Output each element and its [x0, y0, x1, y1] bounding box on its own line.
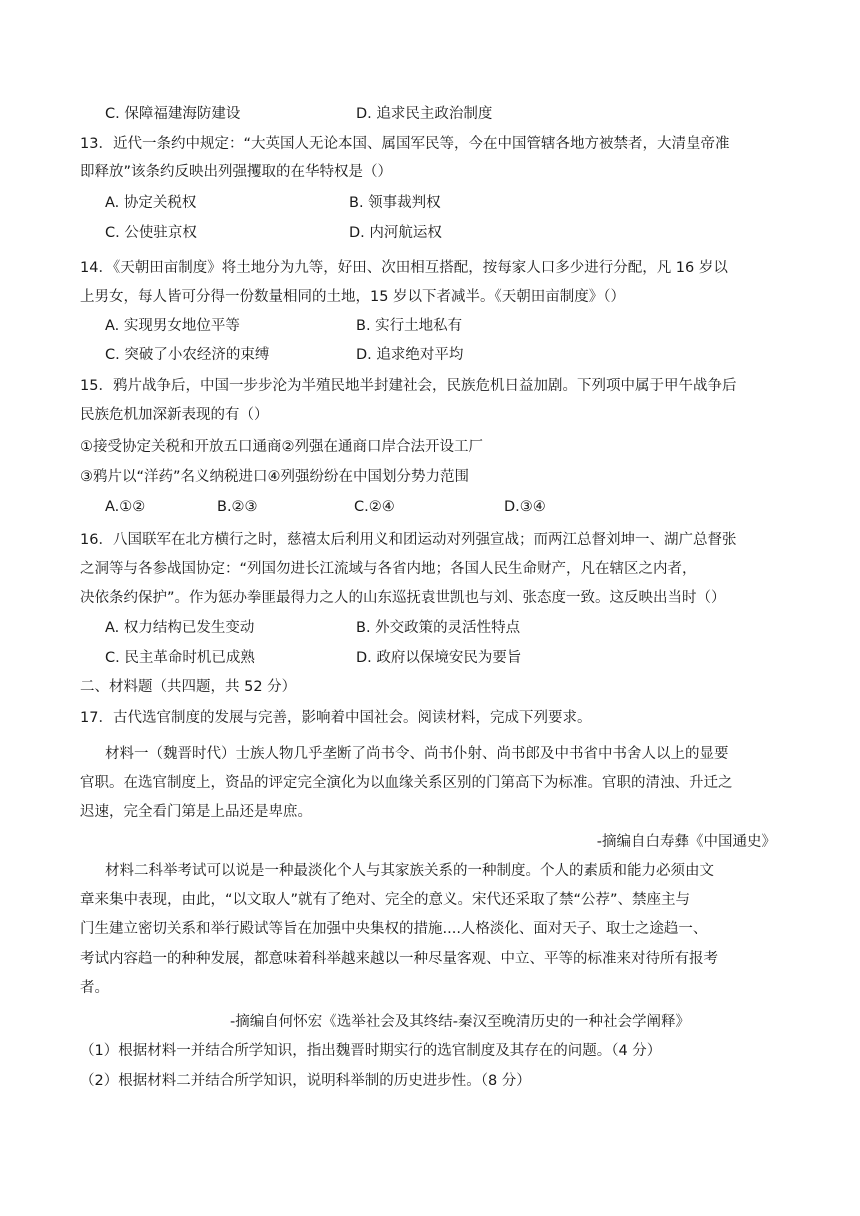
q15-items-line2: ③鸦片以“洋药”名义纳税进口④列强纷纷在中国划分势力范围 — [80, 469, 470, 485]
q13-option-d: D. 内河航运权 — [349, 225, 442, 241]
q16-option-c: C. 民主革命时机已成熟 — [105, 650, 255, 666]
material2-line1: 材料二科举考试可以说是一种最淡化个人与其家族关系的一种制度。个人的素质和能力必须由文 — [105, 863, 714, 879]
q13-stem-line2: 即释放”该条约反映出列强攫取的在华特权是（） — [80, 164, 393, 180]
q16-option-d: D. 政府以保境安民为要旨 — [356, 650, 522, 666]
material1-line3: 迟速，完全看门第是上品还是卑庶。 — [80, 804, 312, 820]
q17-subquestion-1: （1）根据材料一并结合所学知识，指出魏晋时期实行的选官制度及其存在的问题。（4 分） — [80, 1043, 662, 1059]
q15-stem-line2: 民族危机加深新表现的有（） — [80, 407, 269, 423]
q14-option-c: C. 突破了小农经济的束缚 — [105, 347, 270, 363]
q14-option-a: A. 实现男女地位平等 — [105, 318, 240, 334]
material2-line4: 考试内容趋一的种种发展，都意味着科举越来越以一种尽量客观、中立、平等的标准来对待所有报考 — [80, 951, 718, 967]
q14-stem-line1: 14．《天朝田亩制度》将土地分为九等，好田、次田相互搭配，按每家人口多少进行分配，凡 16 岁以 — [80, 260, 728, 276]
q16-option-a: A. 权力结构已发生变动 — [105, 620, 255, 636]
q12-option-c: C. 保障福建海防建设 — [105, 106, 241, 122]
q13-option-c: C. 公使驻京权 — [105, 225, 197, 241]
q16-stem-line3: 决依条约保护”。作为惩办拳匪最得力之人的山东巡抚袁世凯也与刘、张态度一致。这反映出当时（） — [80, 590, 726, 606]
material1-source: -摘编自白寿彝《中国通史》 — [596, 834, 776, 850]
q15-option-d: D.③④ — [504, 499, 546, 515]
material1-line1: 材料一（魏晋时代）士族人物几乎垄断了尚书令、尚书仆射、尚书郎及中书省中书舍人以上的显要 — [105, 746, 729, 762]
q16-stem-line2: 之洞等与各参战国协定：“列国勿进长江流域与各省内地；各国人民生命财产，凡在辖区之内者， — [80, 561, 697, 577]
section-heading: 二、材料题（共四题，共 52 分） — [80, 679, 297, 695]
q15-option-b: B.②③ — [217, 499, 258, 515]
q13-option-b: B. 领事裁判权 — [349, 195, 441, 211]
q15-option-a: A.①② — [105, 499, 146, 515]
q14-option-b: B. 实行土地私有 — [356, 318, 463, 334]
material2-line3: 门生建立密切关系和举行殿试等旨在加强中央集权的措施....人格淡化、面对天子、取士之途趋一、 — [80, 921, 708, 937]
q16-stem-line1: 16．八国联军在北方横行之时，慈禧太后利用义和团运动对列强宣战；而两江总督刘坤一、湖广总督张 — [80, 532, 737, 548]
q13-option-a: A. 协定关税权 — [105, 195, 197, 211]
material1-line2: 官职。在选官制度上，资品的评定完全演化为以血缘关系区别的门第高下为标准。官职的清浊、升迁之 — [80, 775, 733, 791]
material2-line5: 者。 — [80, 980, 109, 996]
q15-items-line1: ①接受协定关税和开放五口通商②列强在通商口岸合法开设工厂 — [80, 439, 483, 455]
q12-option-d: D. 追求民主政治制度 — [356, 106, 493, 122]
q17-stem: 17．古代选官制度的发展与完善，影响着中国社会。阅读材料，完成下列要求。 — [80, 710, 592, 726]
q16-option-b: B. 外交政策的灵活性特点 — [356, 620, 521, 636]
q13-stem-line1: 13．近代一条约中规定：“大英国人无论本国、属国军民等，今在中国管辖各地方被禁者，大清皇帝准 — [80, 136, 730, 152]
q17-subquestion-2: （2）根据材料二并结合所学知识，说明科举制的历史进步性。（8 分） — [80, 1073, 531, 1089]
material2-line2: 章来集中表现，由此，“以文取人”就有了绝对、完全的意义。宋代还采取了禁“公荐”、禁座主与 — [80, 892, 691, 908]
material2-source: -摘编自何怀宏《选举社会及其终结-秦汉至晚清历史的一种社会学阐释》 — [230, 1014, 690, 1030]
q15-option-c: C.②④ — [354, 499, 395, 515]
q14-option-d: D. 追求绝对平均 — [356, 347, 464, 363]
q15-stem-line1: 15．鸦片战争后，中国一步步沦为半殖民地半封建社会，民族危机日益加剧。下列项中属于甲午战争后 — [80, 378, 737, 394]
q14-stem-line2: 上男女，每人皆可分得一份数量相同的土地，15 岁以下者减半。《天朝田亩制度》（） — [80, 289, 626, 305]
